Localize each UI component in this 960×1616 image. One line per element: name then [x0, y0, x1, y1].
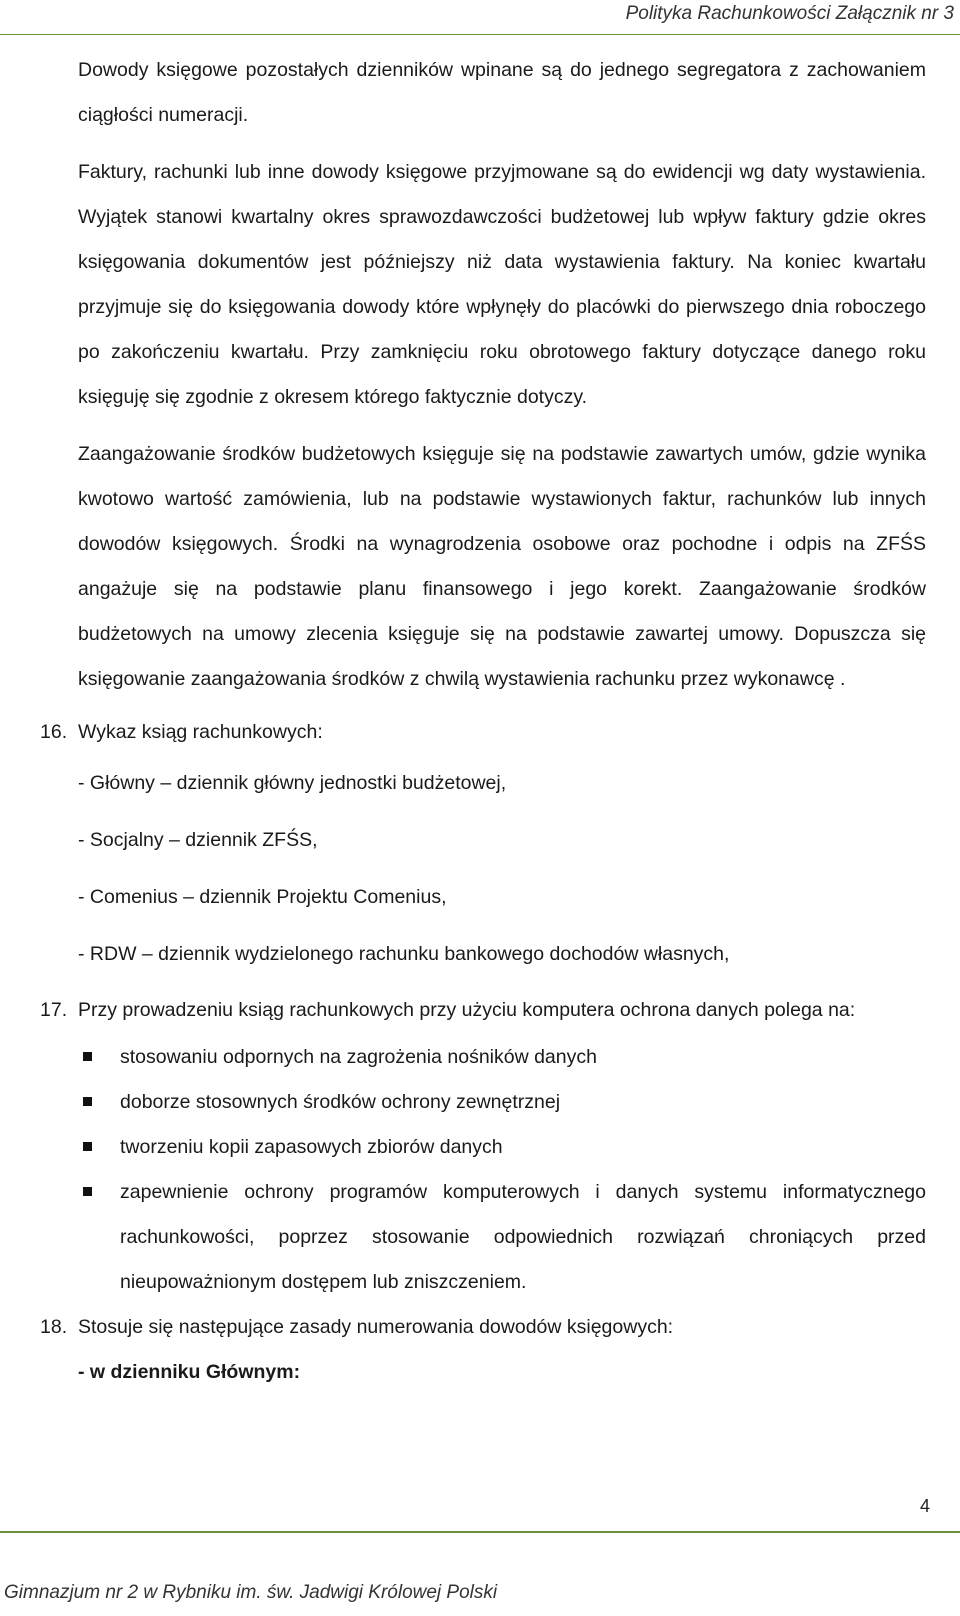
square-bullet-icon [83, 1097, 92, 1106]
square-bullet-icon [83, 1187, 92, 1196]
section-18-text: Stosuje się następujące zasady numerowania dowodów księgowych: [78, 1316, 674, 1338]
section-18-subheading: - w dzienniku Głównym: [78, 1361, 301, 1383]
ledger-list [78, 755, 926, 983]
footer-school-name: Gimnazjum nr 2 w Rybniku im. św. Jadwigi Królowej Polski [4, 1582, 498, 1603]
document-body [40, 48, 926, 1395]
list-item: doborze stosownych środków ochrony zewnętrznej [78, 1080, 926, 1125]
section-16-number: 16. [40, 721, 68, 743]
ledger-item: - RDW – dziennik wydzielonego rachunku bankowego dochodów własnych, [78, 943, 730, 965]
section-18-number: 18. [40, 1316, 68, 1338]
page-header [0, 0, 960, 35]
page-number: 4 [919, 1496, 930, 1516]
ledger-item: - Comenius – dziennik Projektu Comenius, [78, 886, 447, 908]
section-18 [40, 1305, 926, 1350]
ledger-item: - Główny – dziennik główny jednostki budżetowej, [78, 772, 507, 794]
ledger-item: - Socjalny – dziennik ZFŚS, [78, 829, 318, 851]
list-item: zapewnienie ochrony programów komputerowych i danych systemu informatycznego rachunkowości, poprzez stosowanie odpowiednich rozwiązań chroniących przed nieupoważnionym dostępem lub zniszczeniem. [78, 1170, 926, 1305]
footer-divider [0, 1531, 960, 1533]
square-bullet-icon [83, 1142, 92, 1151]
list-item: stosowaniu odpornych na zagrożenia nośników danych [78, 1035, 926, 1080]
section-16 [40, 710, 926, 755]
paragraph-invoice-dates: Faktury, rachunki lub inne dowody księgowe przyjmowane są do ewidencji wg daty wystawienia. Wyjątek stanowi kwartalny okres sprawozdawczości budżetowej lub wpływ faktury gdzie okres księgowania dokumentów jest późniejszy niż data wystawienia faktury. Na koniec kwartału przyjmuje się do księgowania dowody które wpłynęły do placówki do pierwszego dnia roboczego po zakończeniu kwartału. Przy zamknięciu roku obrotowego faktury dotyczące danego roku księguję się zgodnie z okresem którego faktycznie dotyczy. [78, 161, 926, 408]
paragraph-budget-commitment: Zaangażowanie środków budżetowych księguje się na podstawie zawartych umów, gdzie wynika kwotowo wartość zamówienia, lub na podstawie wystawionych faktur, rachunków lub innych dowodów księgowych. Środki na wynagrodzenia osobowe oraz pochodne i odpis na ZFŚS angażuje się na podstawie planu finansowego i jego korekt. Zaangażowanie środków budżetowych na umowy zlecenia księguje się na podstawie zawartej umowy. Dopuszcza się księgowanie zaangażowania środków z chwilą wystawienia rachunku przez wykonawcę . [78, 443, 926, 690]
paragraph-segregator: Dowody księgowe pozostałych dzienników wpinane są do jednego segregatora z zachowaniem ciągłości numeracji. [78, 59, 926, 126]
header-title: Polityka Rachunkowości Załącznik nr 3 [625, 3, 954, 24]
protection-list [78, 1035, 926, 1305]
square-bullet-icon [83, 1052, 92, 1061]
list-item: tworzeniu kopii zapasowych zbiorów danych [78, 1125, 926, 1170]
section-17 [40, 995, 926, 1025]
section-16-title: Wykaz ksiąg rachunkowych: [78, 721, 323, 743]
section-17-text: Przy prowadzeniu ksiąg rachunkowych przy użyciu komputera ochrona danych polega na: [78, 999, 856, 1021]
section-17-number: 17. [40, 999, 68, 1021]
